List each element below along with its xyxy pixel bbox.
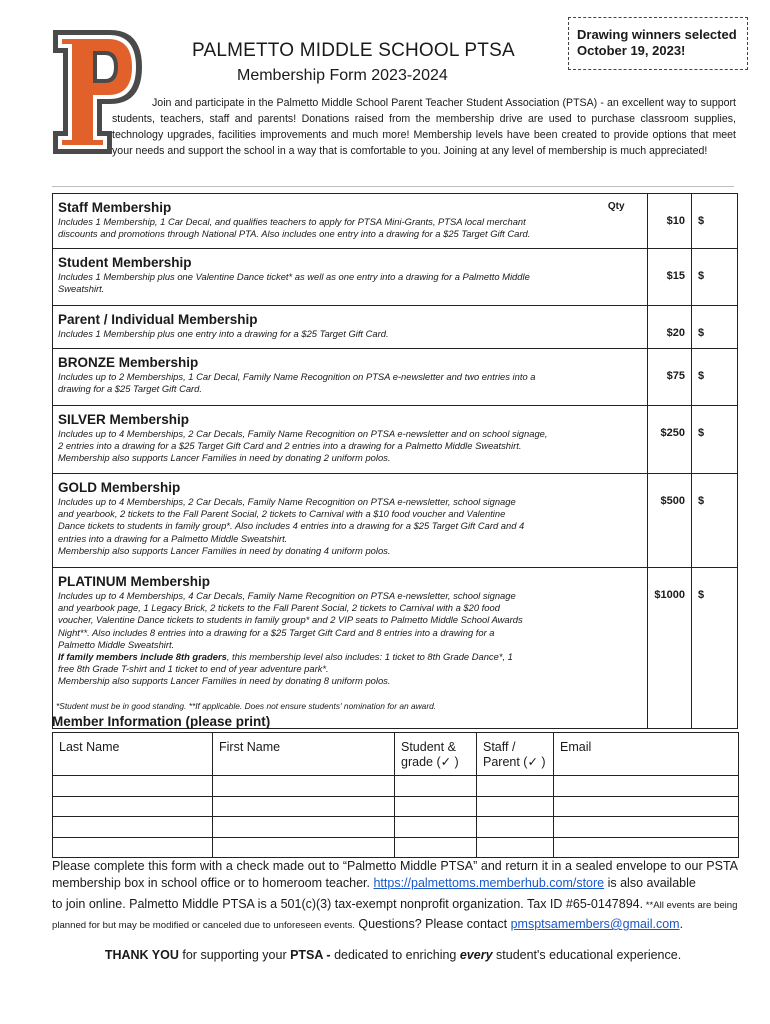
level-description-cell — [53, 349, 586, 406]
member-entry-cell[interactable] — [395, 817, 477, 838]
price-cell: $1000 — [648, 568, 692, 729]
member-entry-row — [53, 796, 739, 817]
amount-entry-cell[interactable]: $ — [692, 349, 738, 406]
amount-entry-cell[interactable]: $ — [692, 249, 738, 306]
amount-entry-cell[interactable]: $ — [692, 406, 738, 474]
membership-level-row — [53, 194, 738, 249]
membership-level-row — [53, 249, 738, 306]
member-entry-cell[interactable] — [53, 776, 213, 797]
level-description: Includes 1 Membership plus one entry into a drawing for a $25 Target Gift Card. — [58, 328, 389, 339]
ptsa-bold: PTSA - — [290, 948, 331, 962]
qty-cell[interactable] — [586, 406, 648, 474]
qty-header: Qty — [607, 201, 625, 212]
member-entry-row — [53, 776, 739, 797]
member-column-header: Student & grade (✓ ) — [395, 733, 477, 776]
membership-level-row — [53, 349, 738, 406]
level-name: Parent / Individual Membership — [58, 312, 258, 327]
qty-cell[interactable] — [586, 194, 648, 249]
thanks-text-1: for supporting your — [178, 948, 291, 962]
level-description-cell — [53, 249, 586, 306]
member-entry-cell[interactable] — [213, 817, 395, 838]
events-disclaimer: **All events are being planned for but may be modified or canceled due to unforeseen events. — [52, 900, 738, 931]
level-description-cell — [53, 194, 586, 249]
member-entry-cell[interactable] — [477, 837, 554, 858]
member-entry-cell[interactable] — [395, 837, 477, 858]
member-column-header: Staff / Parent (✓ ) — [477, 733, 554, 776]
form-subtitle: Membership Form 2023-2024 — [237, 67, 448, 84]
qty-cell[interactable] — [586, 249, 648, 306]
member-entry-cell[interactable] — [554, 796, 739, 817]
member-entry-cell[interactable] — [477, 817, 554, 838]
instructions-text-2: is also available — [604, 876, 696, 890]
tax-info-paragraph — [52, 895, 738, 935]
qty-cell[interactable] — [586, 568, 648, 729]
membership-level-row — [53, 474, 738, 568]
membership-level-row — [53, 406, 738, 474]
level-name: BRONZE Membership — [58, 355, 199, 370]
notice-line-2: October 19, 2023! — [577, 43, 686, 58]
member-entry-cell[interactable] — [554, 817, 739, 838]
level-description: Includes up to 4 Memberships, 4 Car Decals, Family Name Recognition on PTSA e-newsletter, school signage and yearbook page, 1 Legacy Brick, 2 tickets to the Fall Parent Social, 2 tickets to Carnival with a $20 food voucher, Valentine Dance tickets to students in family group* and 2 VIP seats to Palmetto Middle School Awards Night**. Also includes 8 entries into a drawing for a $25 Target Gift Card and 8 entries into a drawing for a Palmetto Middle Sweatshirt. If family members include 8th graders, this membership level also includes: 1 ticket to 8th Grade Dance*, 1 free 8th Grade T-shirt and 1 ticket to end of year adventure park*. Membership also supports Lancer Families in need by donating 8 uniform polos. — [58, 590, 523, 687]
price-cell: $15 — [648, 249, 692, 306]
member-entry-cell[interactable] — [53, 796, 213, 817]
member-info-heading: Member Information (please print) — [52, 714, 271, 729]
member-entry-cell[interactable] — [213, 776, 395, 797]
intro-paragraph: Join and participate in the Palmetto Middle School Parent Teacher Student Association (PTSA) - an excellent way to support students, teachers, staff and parents! Donations raised from the membership drive are used to purchase classroom supplies, technology upgrades, facilities improvements and much more! Membership levels have been created to provide options that meet your needs and support the school in a way that is comfortable to you. Joining at any level of membership is much appreciated! — [112, 97, 736, 157]
level-name: SILVER Membership — [58, 412, 190, 427]
member-entry-cell[interactable] — [53, 837, 213, 858]
member-info-table — [52, 732, 739, 858]
price-cell: $75 — [648, 349, 692, 406]
form-title: PALMETTO MIDDLE SCHOOL PTSA — [192, 40, 515, 61]
level-description: Includes up to 4 Memberships, 2 Car Decals, Family Name Recognition on PTSA e-newsletter and on school signage, 2 entries into a drawing for a $25 Target Gift Card and 2 entries into a drawing for a Palmetto Middle Sweatshirt. Membership also supports Lancer Families in need by donating 2 uniform polos. — [58, 428, 548, 464]
member-entry-cell[interactable] — [477, 796, 554, 817]
footnote: *Student must be in good standing. **If applicable. Does not ensure students' nomination for an award. — [56, 701, 437, 711]
membership-level-row — [53, 306, 738, 349]
amount-entry-cell[interactable]: $ — [692, 474, 738, 568]
member-entry-cell[interactable] — [395, 796, 477, 817]
member-entry-cell[interactable] — [395, 776, 477, 797]
member-entry-row — [53, 837, 739, 858]
membership-levels-table — [52, 193, 738, 729]
level-description-cell — [53, 306, 586, 349]
level-description: Includes up to 4 Memberships, 2 Car Decals, Family Name Recognition on PTSA e-newsletter, school signage and yearbook, 2 tickets to the Fall Parent Social, 2 tickets to Carnival with a $10 food voucher and Valentine Dance tickets to students in family group*. Also includes 4 entries into a drawing for a $25 Target Gift Card and 4 entries into a drawing for a Palmetto Middle Sweatshirt. Membership also supports Lancer Families in need by donating 4 uniform polos. — [58, 496, 525, 556]
amount-entry-cell[interactable]: $ — [692, 306, 738, 349]
notice-line-1: Drawing winners selected — [577, 27, 737, 42]
member-column-header: First Name — [213, 733, 395, 776]
qty-cell[interactable] — [586, 306, 648, 349]
level-name: PLATINUM Membership — [58, 574, 211, 589]
level-description: Includes up to 2 Memberships, 1 Car Decal, Family Name Recognition on PTSA e-newsletter and two entries into a drawing for a $25 Target Gift Card. — [58, 371, 536, 395]
thanks-text-2: dedicated to enriching — [330, 948, 460, 962]
member-entry-row — [53, 817, 739, 838]
memberhub-link[interactable]: https://palmettoms.memberhub.com/store — [373, 876, 605, 890]
qty-cell[interactable] — [586, 349, 648, 406]
member-entry-cell[interactable] — [213, 796, 395, 817]
thank-you-bold: THANK YOU — [104, 948, 179, 962]
qty-cell[interactable] — [586, 474, 648, 568]
level-description-cell — [53, 474, 586, 568]
divider — [52, 186, 734, 187]
level-name: Staff Membership — [58, 200, 172, 215]
tax-info-text: to join online. Palmetto Middle PTSA is a 501(c)(3) tax-exempt nonprofit organization. Tax ID #65-0147894. — [52, 897, 644, 911]
level-description: Includes 1 Membership plus one Valentine Dance ticket* as well as one entry into a drawing for a Palmetto Middle Sweatshirt. — [58, 271, 530, 295]
member-info-header-row — [53, 733, 739, 776]
price-cell: $20 — [648, 306, 692, 349]
price-cell: $500 — [648, 474, 692, 568]
thank-you-line — [0, 948, 770, 962]
amount-entry-cell[interactable]: $ — [692, 194, 738, 249]
every-emphasis: every — [459, 948, 493, 962]
drawing-notice-box — [568, 17, 748, 70]
price-cell: $10 — [648, 194, 692, 249]
period: . — [679, 917, 684, 931]
thanks-text-3: student's educational experience. — [492, 948, 682, 962]
member-entry-cell[interactable] — [477, 776, 554, 797]
instructions-paragraph — [52, 858, 738, 892]
level-name: Student Membership — [58, 255, 192, 270]
member-entry-cell[interactable] — [554, 776, 739, 797]
member-column-header: Last Name — [53, 733, 213, 776]
member-entry-cell[interactable] — [554, 837, 739, 858]
member-entry-cell[interactable] — [53, 817, 213, 838]
level-description: Includes 1 Membership, 1 Car Decal, and qualifies teachers to apply for PTSA Mini-Grants, PTSA local merchant discounts and promotions through National PTA. Also includes one entry into a drawing for a $25 Target Gift Card. — [58, 216, 531, 240]
member-column-header: Email — [554, 733, 739, 776]
level-description-cell — [53, 406, 586, 474]
level-name: GOLD Membership — [58, 480, 181, 495]
price-cell: $250 — [648, 406, 692, 474]
contact-email-link[interactable]: pmsptsamembers@gmail.com — [510, 917, 680, 931]
member-entry-cell[interactable] — [213, 837, 395, 858]
questions-text: Questions? Please contact — [354, 917, 511, 931]
instructions-text: Please complete this form with a check made out to “Palmetto Middle PTSA” and return it in a sealed envelope to our PSTA membership box in school office or to homeroom teacher. — [52, 859, 738, 890]
amount-entry-cell[interactable]: $ — [692, 568, 738, 729]
